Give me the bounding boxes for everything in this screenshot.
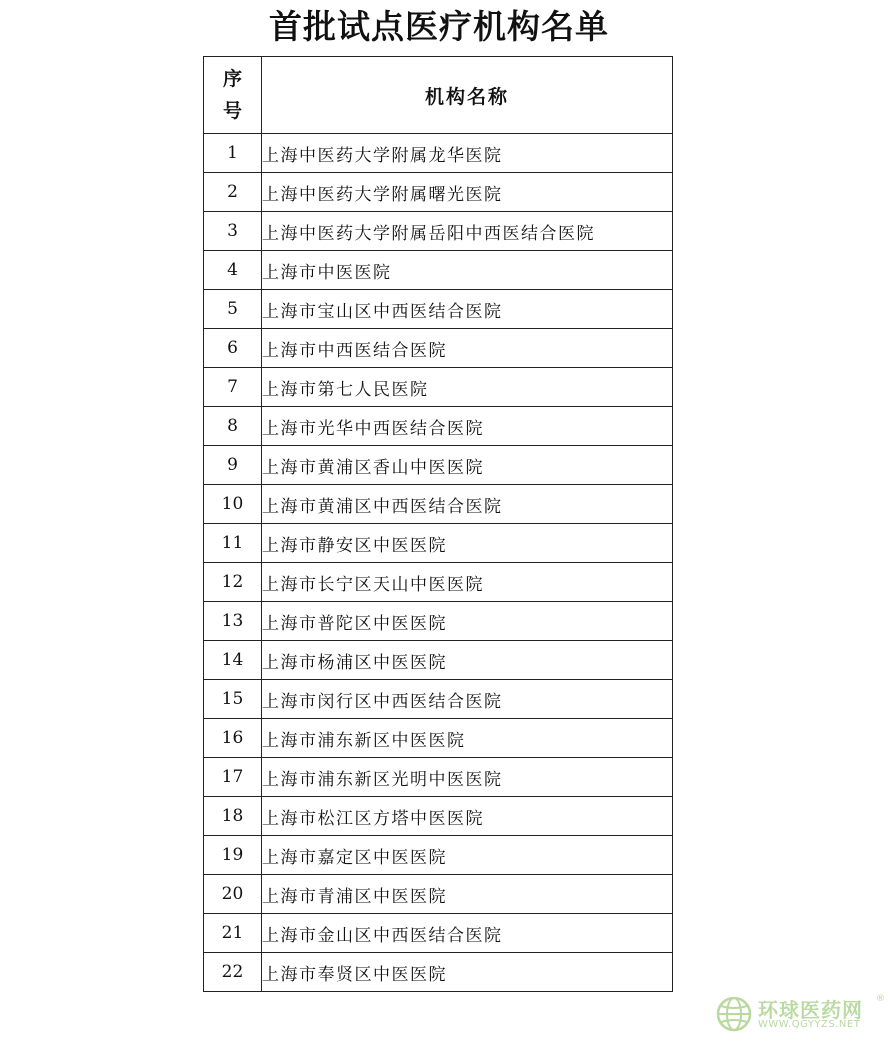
table-row <box>204 836 673 875</box>
table-row <box>204 485 673 524</box>
globe-icon <box>716 996 752 1032</box>
watermark <box>716 994 886 1034</box>
row-institution-name: 上海市嘉定区中医医院 <box>262 836 673 875</box>
row-serial-number: 16 <box>204 719 262 758</box>
table-row <box>204 251 673 290</box>
row-serial-number: 5 <box>204 290 262 329</box>
table-row <box>204 368 673 407</box>
table-row <box>204 524 673 563</box>
row-serial-number: 6 <box>204 329 262 368</box>
row-institution-name: 上海中医药大学附属曙光医院 <box>262 173 673 212</box>
row-serial-number: 20 <box>204 875 262 914</box>
row-serial-number: 12 <box>204 563 262 602</box>
table-row <box>204 563 673 602</box>
header-serial-char-2: 号 <box>222 100 242 122</box>
row-institution-name: 上海市普陀区中医医院 <box>262 602 673 641</box>
row-serial-number: 15 <box>204 680 262 719</box>
table-row <box>204 173 673 212</box>
table-row <box>204 446 673 485</box>
table-row <box>204 212 673 251</box>
row-institution-name: 上海市浦东新区光明中医医院 <box>262 758 673 797</box>
row-institution-name: 上海市金山区中西医结合医院 <box>262 914 673 953</box>
row-institution-name: 上海市宝山区中西医结合医院 <box>262 290 673 329</box>
row-serial-number: 4 <box>204 251 262 290</box>
row-institution-name: 上海市杨浦区中医医院 <box>262 641 673 680</box>
table-row <box>204 797 673 836</box>
table-row <box>204 290 673 329</box>
table-row <box>204 758 673 797</box>
table-row <box>204 134 673 173</box>
table-row <box>204 407 673 446</box>
header-serial-number <box>204 57 262 134</box>
row-serial-number: 11 <box>204 524 262 563</box>
institution-table <box>203 56 673 992</box>
row-institution-name: 上海市中西医结合医院 <box>262 329 673 368</box>
row-institution-name: 上海市第七人民医院 <box>262 368 673 407</box>
row-institution-name: 上海中医药大学附属岳阳中西医结合医院 <box>262 212 673 251</box>
table-header-row <box>204 57 673 134</box>
document-title: 首批试点医疗机构名单 <box>269 7 609 46</box>
row-institution-name: 上海市闵行区中西医结合医院 <box>262 680 673 719</box>
row-institution-name: 上海市长宁区天山中医医院 <box>262 563 673 602</box>
row-institution-name: 上海市静安区中医医院 <box>262 524 673 563</box>
row-institution-name: 上海市青浦区中医医院 <box>262 875 673 914</box>
table-row <box>204 914 673 953</box>
row-serial-number: 2 <box>204 173 262 212</box>
row-serial-number: 7 <box>204 368 262 407</box>
row-serial-number: 3 <box>204 212 262 251</box>
row-serial-number: 9 <box>204 446 262 485</box>
table-row <box>204 953 673 992</box>
row-institution-name: 上海市光华中西医结合医院 <box>262 407 673 446</box>
table-row <box>204 680 673 719</box>
row-institution-name: 上海市浦东新区中医医院 <box>262 719 673 758</box>
row-serial-number: 22 <box>204 953 262 992</box>
row-serial-number: 21 <box>204 914 262 953</box>
row-institution-name: 上海市松江区方塔中医医院 <box>262 797 673 836</box>
row-serial-number: 13 <box>204 602 262 641</box>
table-row <box>204 329 673 368</box>
table-row <box>204 875 673 914</box>
table-row <box>204 719 673 758</box>
row-serial-number: 18 <box>204 797 262 836</box>
table-row <box>204 602 673 641</box>
row-serial-number: 17 <box>204 758 262 797</box>
row-institution-name: 上海市黄浦区中西医结合医院 <box>262 485 673 524</box>
row-institution-name: 上海市中医医院 <box>262 251 673 290</box>
row-serial-number: 10 <box>204 485 262 524</box>
row-institution-name: 上海中医药大学附属龙华医院 <box>262 134 673 173</box>
header-institution-name: 机构名称 <box>262 57 673 134</box>
watermark-url: WWW.QGYYZS.NET <box>758 1019 861 1030</box>
row-institution-name: 上海市奉贤区中医医院 <box>262 953 673 992</box>
watermark-name: 环球医药网 <box>758 998 863 1022</box>
header-serial-char-1: 序 <box>222 68 242 90</box>
table-body <box>204 134 673 992</box>
row-serial-number: 8 <box>204 407 262 446</box>
registered-mark: ® <box>876 994 885 1004</box>
row-serial-number: 1 <box>204 134 262 173</box>
row-serial-number: 19 <box>204 836 262 875</box>
row-serial-number: 14 <box>204 641 262 680</box>
table-row <box>204 641 673 680</box>
row-institution-name: 上海市黄浦区香山中医医院 <box>262 446 673 485</box>
